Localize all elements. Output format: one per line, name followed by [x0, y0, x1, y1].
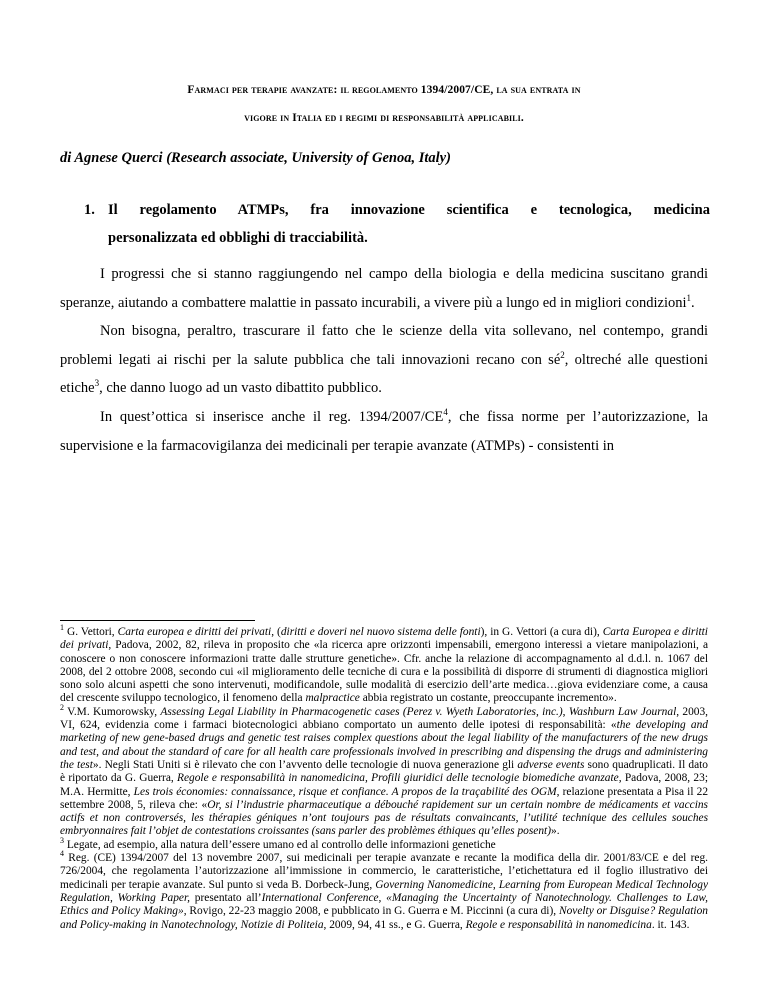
- footnote-citation: Governing Nanomedicine, Learning from European Medical Technology Regulation, Working Paper,: [60, 878, 709, 904]
- paragraph-2-text-b: , oltreché alle questioni etiche: [60, 351, 708, 397]
- footnote-citation: International Conference, «Managing the Uncertainty of Nanotechnology. Challenges to Law, Ethics and Policy Making»: [60, 891, 708, 918]
- footnote-citation: Carta europea e diritti dei privati: [117, 626, 272, 638]
- footnote-text: ,: [562, 705, 569, 718]
- footnote-ref-2[interactable]: 2: [560, 349, 565, 360]
- section-heading-line-2: personalizzata ed obblighi di tracciabilità.: [108, 230, 368, 246]
- section-heading: [84, 196, 710, 252]
- footnote-ref-1[interactable]: 1: [686, 292, 692, 303]
- footnote-text: , Rovigo, 22-23 maggio 2008, e pubblicato in G. Guerra e M. Piccinni (a cura di),: [183, 905, 559, 918]
- footnote-citation: Or, si l’industrie pharmaceutique a débouché rapidement sur un certain nombre de médicaments et vaccins actifs et non controversés, les thérapies géniques n’ont toujours pas de résultats convaincants, l’utilité technique des cellules souches embryonnaires fait l’objet de contestations croissantes (sans parler des problèmes éthiques qu’elles posent): [60, 798, 708, 838]
- footnote-number: 2: [60, 702, 64, 712]
- footnote-4: [60, 849, 709, 932]
- author-line: di Agnese Querci (Research associate, University of Genoa, Italy): [60, 150, 451, 166]
- paragraph-3: [60, 403, 708, 460]
- footnote-text: , 2003, VI, 624, evidenzia come i farmaci biotecnologici abbiano comportato un aumento delle ipotesi di responsabilità: «: [60, 705, 709, 732]
- footnote-citation: Washburn Law Journal: [568, 705, 677, 718]
- footnote-number: 4: [60, 849, 64, 859]
- footnote-text: . it. 143.: [651, 918, 690, 931]
- footnotes: [60, 623, 709, 932]
- paragraph-2-text-a: Non bisogna, peraltro, trascurare il fatto che le scienze della vita sollevano, nel contempo, grandi problemi legati ai rischi per la salute pubblica che tali innovazioni recano con sé: [60, 323, 708, 368]
- footnote-text: presentato all’: [190, 891, 262, 904]
- paragraph-3-text-a: In quest’ottica si inserisce anche il reg. 1394/2007/CE: [100, 408, 444, 425]
- footnote-citation: Assessing Legal Liability in Pharmacogenetic cases (Perez v. Wyeth Laboratories, inc.): [160, 705, 563, 718]
- footnote-text: , relazione presentata a Pisa il 22 settembre 2008, 5, rileva che: «: [60, 785, 709, 811]
- footnote-text: ), in G. Vettori (a cura di),: [480, 626, 603, 638]
- paragraph-2: [60, 317, 708, 403]
- document-title-line-1: Farmaci per terapie avanzate: il regolamento 1394/2007/CE, la sua entrata in: [187, 84, 581, 96]
- footnote-citation: adverse events: [517, 758, 585, 771]
- footnote-citation: malpractice: [305, 692, 360, 705]
- footnote-separator: [60, 620, 255, 621]
- footnote-1: [60, 623, 708, 706]
- footnote-text: ».: [551, 825, 560, 838]
- footnote-ref-4[interactable]: 4: [443, 407, 448, 418]
- footnote-citation: Carta Europea e diritti dei privati: [60, 626, 708, 652]
- footnote-text: , Padova, 2002, 82, rileva in proposito che «la ricerca apre orizzonti impensabili, emergono interessi a vietare manipolazioni, a conoscere o non conoscere informazioni tratte dalle strutture genetiche». Cfr. anche la relazione di accompagnamento al d.d.l. n. 1067 del 2008, del 2 ottobre 2008, secondo cui «il miglioramento delle tecniche di cura e la possibilità di disporre di strumenti di diagnostica migliori sono solo alcuni aspetti che sono intervenuti, modificandole, sulle modalità di esercizio dell’arte medica…giova evidenziare come, a causa del crescente sviluppo tecnologico, il fenomeno della: [60, 639, 708, 705]
- footnote-text: ». Negli Stati Uniti si è rilevato che con l’avvento delle tecnologie di nuova generazione gli: [92, 758, 518, 771]
- section-heading-text-1: Il regolamento ATMPs, fra innovazione scientifica e tecnologica, medicina: [108, 202, 710, 218]
- footnote-3: [60, 835, 708, 852]
- footnote-text: Reg. (CE) 1394/2007 del 13 novembre 2007, sui medicinali per terapie avanzate e recante la modifica della dir. 2001/83/CE e del reg. 726/2004, che regolamenta l’autorizzazione all’immissione in commercio, le caratteristiche, l’etichettatura ed il foglio illustrativo dei medicinali per terapie avanzate. Sul punto si veda B. Dorbeck-Jung,: [60, 852, 708, 891]
- footnote-text: V.M. Kumorowsky,: [64, 705, 161, 718]
- section-heading-line-1: [84, 196, 710, 224]
- paragraph-1: [60, 260, 708, 317]
- footnote-citation: the developing and marketing of new gene-based drugs and genetic test raises complex questions about the legal liability of the manufacturers of the new drugs and test, and about the standard of care for all health care professionals involved in prescribing and dispensing the drugs and administering the test: [60, 719, 708, 771]
- footnote-ref-3[interactable]: 3: [94, 378, 100, 389]
- footnote-2: [60, 702, 709, 839]
- footnote-citation: Regole e responsabilità in nanomedicina, Profili giuridici delle tecnologie biomediche avanzate,: [177, 772, 622, 785]
- footnote-text: sono quadruplicati. Il dato è riportato da G. Guerra,: [60, 758, 708, 785]
- footnote-citation: Regole e responsabilità in nanomedicina: [465, 918, 652, 931]
- paragraph-1-end: .: [691, 294, 695, 311]
- footnote-text: Padova, 2008, 23; M.A. Hermitte,: [60, 772, 708, 798]
- footnote-text: , 2009, 94, 41 ss., e G. Guerra,: [323, 918, 466, 931]
- footnote-number: 3: [60, 835, 64, 845]
- footnote-citation: Les trois économies: connaissance, risque et confiance. A propos de la traçabilité des OGM: [133, 785, 557, 798]
- footnote-text: Legate, ad esempio, alla natura dell’essere umano ed al controllo delle informazioni genetiche: [64, 838, 496, 851]
- footnote-text: abbia registrato un costante, preoccupante incremento».: [359, 692, 617, 705]
- footnote-citation: Novelty or Disguise? Regulation and Policy-making in Nanotechnology, Notizie di Politeia: [60, 905, 708, 931]
- document-title-line-2: vigore in Italia ed i regimi di responsabilità applicabili.: [244, 112, 524, 124]
- paragraph-1-text: I progressi che si stanno raggiungendo nel campo della biologia e della medicina suscitano grandi speranze, aiutando a combattere malattie in passato incurabili, a vivere più a lungo ed in migliori condizioni: [60, 266, 708, 311]
- footnote-text: G. Vettori,: [64, 626, 118, 638]
- footnote-number: 1: [60, 623, 64, 633]
- paragraph-2-text-c: , che danno luogo ad un vasto dibattito pubblico.: [99, 380, 382, 397]
- footnote-text: , (: [271, 626, 281, 638]
- footnote-citation: diritti e doveri nel nuovo sistema delle fonti: [280, 626, 481, 638]
- paragraph-3-text-b: , che fissa norme per l’autorizzazione, la supervisione e la farmacovigilanza dei medicinali per terapie avanzate (ATMPs) - consistenti in: [60, 408, 708, 454]
- body-text: [60, 260, 708, 460]
- section-number: 1.: [84, 202, 95, 218]
